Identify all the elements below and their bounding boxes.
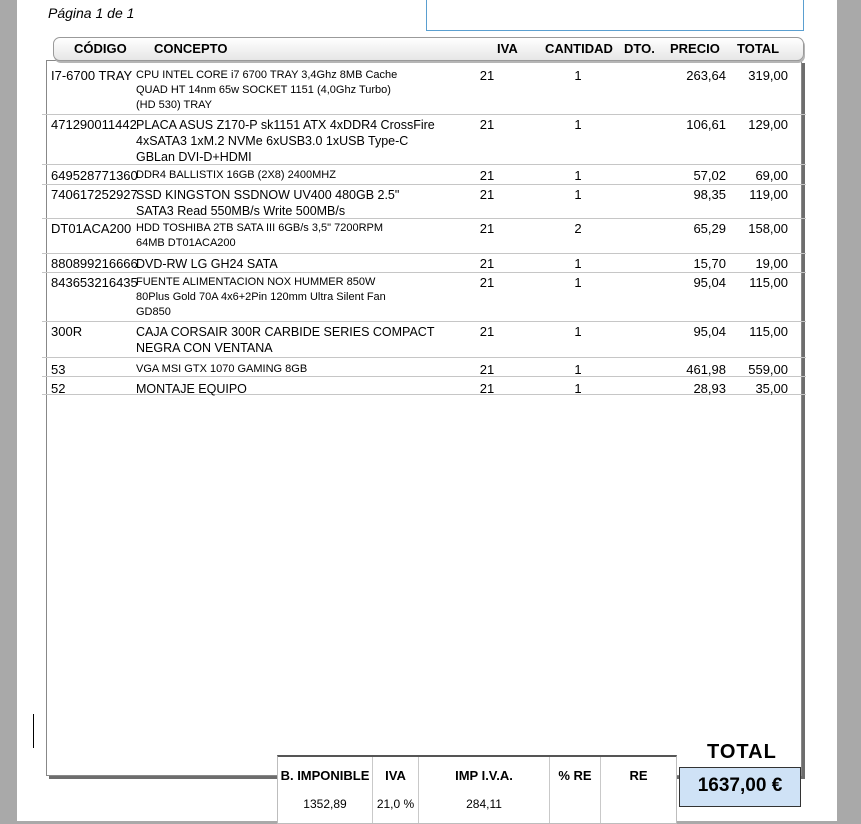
line-price: 65,29 [693, 221, 726, 236]
line-total: 115,00 [749, 324, 788, 339]
description-line: SSD KINGSTON SSDNOW UV400 480GB 2.5" [136, 188, 400, 202]
re-percent-label: % RE [558, 768, 592, 783]
line-total: 19,00 [755, 256, 788, 271]
re-percent-column [550, 757, 601, 823]
line-price: 95,04 [693, 324, 726, 339]
iva-value: 21,0 % [376, 797, 415, 811]
base-label: B. IMPONIBLE [280, 768, 370, 783]
line-code: 880899216666 [51, 256, 138, 271]
line-code: 843653216435 [51, 275, 138, 290]
re-column [601, 757, 676, 823]
tax-summary [277, 755, 677, 824]
line-iva: 21 [479, 187, 495, 202]
header-quantity: CANTIDAD [545, 41, 613, 56]
description-line: HDD TOSHIBA 2TB SATA III 6GB/s 3,5" 7200RPM [136, 222, 384, 234]
line-iva: 21 [479, 68, 495, 83]
table-row [42, 219, 806, 254]
description-line: PLACA ASUS Z170-P sk1151 ATX 4xDDR4 CrossFire [136, 118, 435, 132]
line-description [136, 168, 456, 183]
description-line: FUENTE ALIMENTACION NOX HUMMER 850W [136, 276, 376, 288]
line-code: 53 [51, 362, 66, 377]
text-cursor [33, 714, 34, 748]
line-code: I7-6700 TRAY [51, 68, 133, 83]
line-total: 559,00 [748, 362, 788, 377]
line-description [136, 275, 456, 320]
line-description [136, 381, 456, 397]
page-number: Página 1 de 1 [48, 5, 135, 21]
line-total: 319,00 [748, 68, 788, 83]
line-iva: 21 [479, 117, 495, 132]
line-code: 740617252927 [51, 187, 138, 202]
iva-label: IVA [385, 768, 406, 783]
line-iva: 21 [479, 256, 495, 271]
description-line: 80Plus Gold 70A 4x6+2Pin 120mm Ultra Silent Fan [136, 291, 386, 303]
description-line: 64MB DT01ACA200 [136, 237, 236, 249]
table-row [42, 273, 806, 322]
line-description [136, 117, 456, 165]
description-line: 4xSATA3 1xM.2 NVMe 6xUSB3.0 1xUSB Type-C [136, 134, 409, 148]
description-line: MONTAJE EQUIPO [136, 382, 247, 396]
line-description [136, 187, 456, 219]
line-iva: 21 [479, 221, 495, 236]
line-iva: 21 [479, 362, 495, 377]
line-description [136, 256, 456, 272]
description-line: NEGRA CON VENTANA [136, 341, 273, 355]
table-row [42, 185, 806, 219]
description-line: GBLan DVI-D+HDMI [136, 150, 252, 164]
iva-column [373, 757, 419, 823]
header-discount: DTO. [624, 41, 655, 56]
description-line: VGA MSI GTX 1070 GAMING 8GB [136, 363, 308, 375]
line-total: 119,00 [749, 187, 788, 202]
line-quantity: 1 [574, 381, 582, 396]
line-total: 115,00 [749, 275, 788, 290]
line-iva: 21 [479, 168, 495, 183]
grand-total-value: 1637,00 € [679, 767, 801, 807]
description-line: SATA3 Read 550MB/s Write 500MB/s [136, 204, 346, 218]
line-description [136, 221, 456, 251]
line-price: 57,02 [693, 168, 726, 183]
line-total: 69,00 [755, 168, 788, 183]
line-total: 35,00 [755, 381, 788, 396]
line-quantity: 1 [574, 256, 582, 271]
line-code: DT01ACA200 [51, 221, 132, 236]
line-quantity: 1 [574, 187, 582, 202]
line-iva: 21 [479, 381, 495, 396]
description-line: QUAD HT 14nm 65w SOCKET 1151 (4,0Ghz Turbo) [136, 84, 391, 96]
line-price: 15,70 [693, 256, 726, 271]
description-line: GD850 [136, 306, 171, 318]
line-price: 106,61 [686, 117, 726, 132]
table-row [42, 322, 806, 358]
line-quantity: 1 [574, 117, 582, 132]
base-value: 1352,89 [303, 797, 347, 811]
imp-iva-value: 284,11 [466, 797, 502, 811]
imp-iva-label: IMP I.V.A. [455, 768, 513, 783]
table-row [42, 377, 806, 395]
line-quantity: 1 [574, 324, 582, 339]
line-price: 98,35 [693, 187, 726, 202]
line-price: 28,93 [693, 381, 726, 396]
table-row [42, 66, 806, 115]
description-line: CAJA CORSAIR 300R CARBIDE SERIES COMPACT [136, 325, 435, 339]
line-price: 461,98 [686, 362, 726, 377]
header-total: TOTAL [737, 41, 780, 56]
line-price: 263,64 [686, 68, 726, 83]
line-description [136, 324, 456, 356]
table-header [53, 37, 804, 61]
line-iva: 21 [479, 324, 495, 339]
line-code: 300R [51, 324, 83, 339]
line-iva: 21 [479, 275, 495, 290]
line-description [136, 362, 456, 377]
header-concept: CONCEPTO [154, 41, 228, 56]
line-code: 649528771360 [51, 168, 138, 183]
description-line: (HD 530) TRAY [136, 99, 213, 111]
header-price: PRECIO [670, 41, 720, 56]
line-quantity: 1 [574, 275, 582, 290]
header-code: CÓDIGO [74, 41, 127, 56]
line-quantity: 2 [574, 221, 582, 236]
line-total: 129,00 [748, 117, 788, 132]
imp-iva-column [419, 757, 550, 823]
line-quantity: 1 [574, 68, 582, 83]
line-code: 471290011442 [51, 117, 137, 132]
description-line: DVD-RW LG GH24 SATA [136, 257, 278, 271]
table-row [42, 166, 806, 185]
header-iva: IVA [497, 41, 518, 56]
line-quantity: 1 [574, 168, 582, 183]
line-total: 158,00 [748, 221, 788, 236]
base-column [278, 757, 373, 823]
description-line: DDR4 BALLISTIX 16GB (2X8) 2400MHZ [136, 169, 336, 181]
client-info-box [426, 0, 804, 31]
line-description [136, 68, 456, 113]
line-price: 95,04 [693, 275, 726, 290]
re-label: RE [629, 768, 648, 783]
line-quantity: 1 [574, 362, 582, 377]
line-code: 52 [51, 381, 66, 396]
grand-total-label: TOTAL [707, 741, 777, 763]
description-line: CPU INTEL CORE i7 6700 TRAY 3,4Ghz 8MB Cache [136, 69, 398, 81]
table-row [42, 254, 806, 273]
table-row [42, 115, 806, 165]
table-row [42, 358, 806, 377]
